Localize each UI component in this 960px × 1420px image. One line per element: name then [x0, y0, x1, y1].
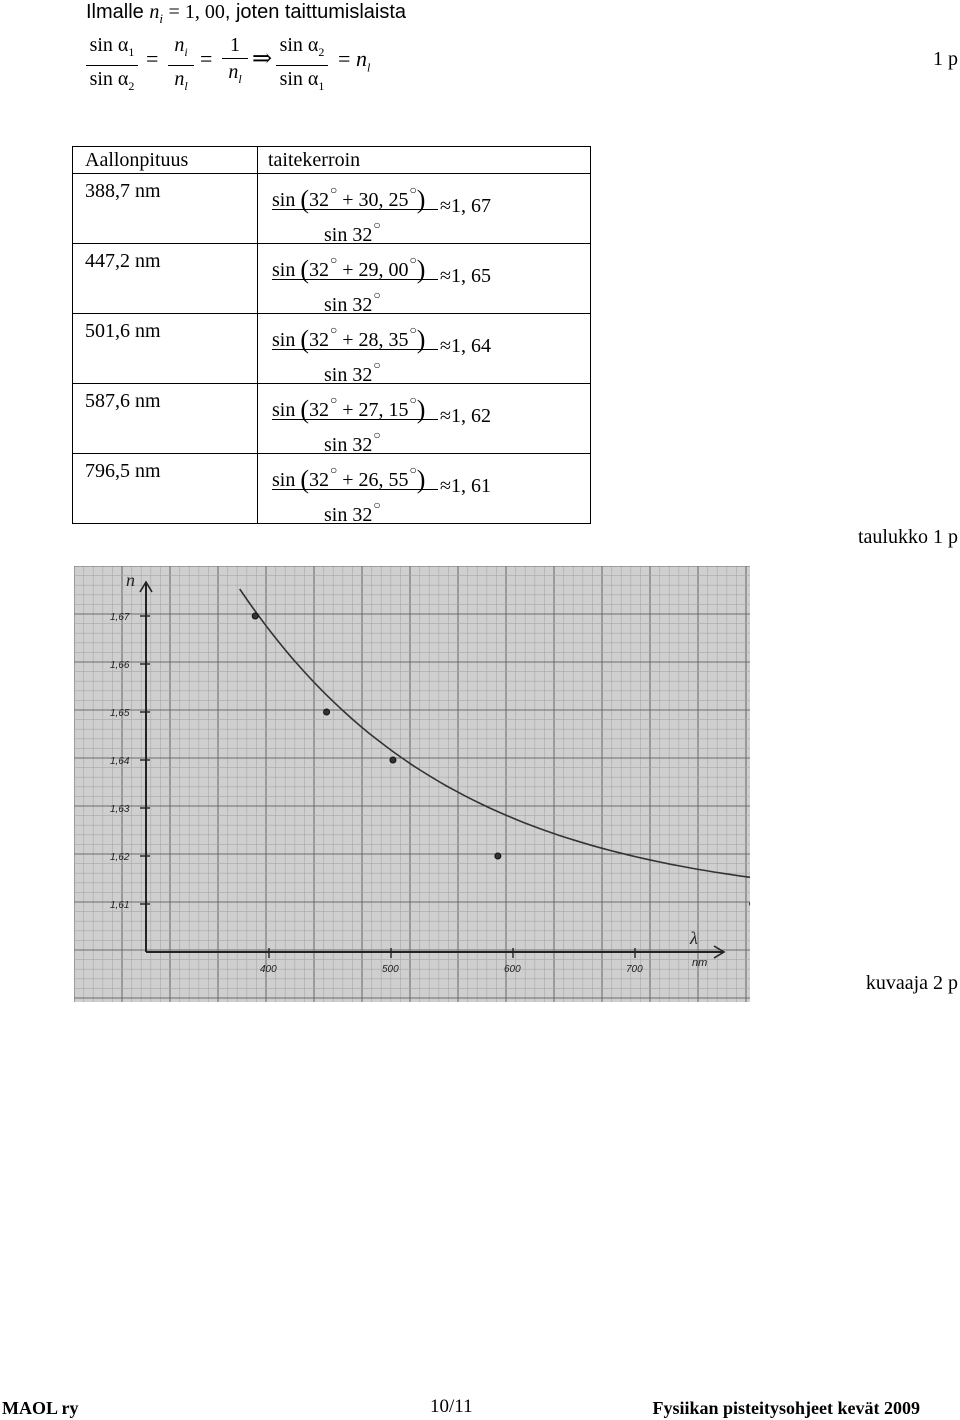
wavelength-cell: 587,6 nm	[85, 390, 161, 412]
y-tick-label: 1,61	[110, 900, 130, 911]
numerator: sin (32○ + 26, 55○)	[272, 463, 426, 494]
computation-cell	[258, 244, 590, 316]
n-value: 1, 64	[450, 335, 491, 357]
graph-paper	[74, 566, 750, 1002]
intro-equals-value: = 1, 00	[168, 1, 225, 23]
n-value: 1, 61	[450, 475, 491, 497]
approx-sign: ≈	[440, 475, 451, 497]
lhs-den: sin α	[89, 68, 129, 90]
numerator: sin (32○ + 28, 35○)	[272, 323, 426, 354]
one-den-sub: l	[238, 72, 242, 86]
formula-points: 1 p	[933, 48, 958, 70]
rhs-den: sin α	[279, 68, 319, 90]
approx-result	[440, 401, 491, 431]
denominator: sin 32○	[324, 428, 381, 456]
computation-cell	[258, 454, 590, 526]
rhs-den-sub: 1	[318, 79, 325, 93]
table-row	[73, 314, 591, 384]
angle: 32	[309, 469, 330, 491]
result-symbol: n	[356, 46, 367, 71]
table-row	[73, 454, 591, 524]
x-tick-label: 400	[260, 964, 277, 975]
approx-sign: ≈	[440, 335, 451, 357]
added-angle: 29, 00	[358, 259, 409, 281]
approx-sign: ≈	[440, 405, 451, 427]
footer-right: Fysiikan pisteitysohjeet kevät 2009	[652, 1398, 920, 1418]
intro-suffix: , joten taittumislaista	[224, 1, 407, 23]
denominator: sin 32○	[324, 218, 381, 246]
added-angle: 26, 55	[358, 469, 409, 491]
wavelength-cell: 447,2 nm	[85, 250, 161, 272]
data-point	[495, 853, 501, 859]
snell-formula	[86, 30, 446, 94]
n-value: 1, 65	[450, 265, 491, 287]
equals-sign-2: =	[200, 46, 213, 71]
table-row	[73, 174, 591, 244]
denominator: sin 32○	[324, 288, 381, 316]
plus: +	[342, 189, 354, 211]
table-header-row	[73, 147, 591, 174]
y-tick-label: 1,67	[110, 612, 130, 623]
mid-num: n	[174, 34, 185, 56]
rhs-num-sub: 2	[318, 45, 325, 59]
wavelength-cell: 388,7 nm	[85, 180, 161, 202]
numerator: sin (32○ + 29, 00○)	[272, 253, 426, 284]
num-prefix: sin	[272, 259, 296, 281]
num-prefix: sin	[272, 469, 296, 491]
lhs-num-sub: 1	[128, 45, 135, 59]
den-text: sin 32	[324, 294, 373, 316]
angle: 32	[309, 399, 330, 421]
angle: 32	[309, 329, 330, 351]
result-sub: l	[367, 60, 371, 75]
mid-num-sub: i	[184, 45, 188, 59]
plus: +	[342, 259, 354, 281]
header-refractive-index: taitekerroin	[258, 147, 591, 174]
refractive-index-graph	[74, 566, 750, 1002]
data-point	[324, 709, 330, 715]
added-angle: 30, 25	[358, 189, 409, 211]
intro-n-sub: i	[159, 11, 163, 26]
y-tick-label: 1,64	[110, 756, 130, 767]
plus: +	[342, 399, 354, 421]
denominator: sin 32○	[324, 358, 381, 386]
x-axis-unit: nm	[692, 957, 708, 969]
fraction-sin-ratio	[86, 32, 138, 99]
numerator: sin (32○ + 30, 25○)	[272, 183, 426, 214]
added-angle: 28, 35	[358, 329, 409, 351]
approx-result	[440, 261, 491, 291]
y-tick-label: 1,66	[110, 660, 130, 671]
numerator: sin (32○ + 27, 15○)	[272, 393, 426, 424]
one-den: n	[228, 61, 239, 83]
refractive-index-table	[72, 146, 591, 524]
fraction-sin-ratio-inverse	[276, 32, 328, 99]
approx-result	[440, 331, 491, 361]
lhs-den-sub: 2	[128, 79, 135, 93]
approx-result	[440, 191, 491, 221]
intro-n-symbol: n	[149, 1, 160, 23]
computation-cell	[258, 314, 590, 386]
table-row	[73, 244, 591, 314]
x-tick-label: 700	[626, 964, 643, 975]
wavelength-cell: 501,6 nm	[85, 320, 161, 342]
n-value: 1, 67	[450, 195, 491, 217]
x-tick-label: 500	[382, 964, 399, 975]
added-angle: 27, 15	[358, 399, 409, 421]
fraction-n-ratio	[168, 32, 194, 99]
angle: 32	[309, 189, 330, 211]
y-tick-label: 1,62	[110, 852, 130, 863]
den-text: sin 32	[324, 224, 373, 246]
intro-prefix: Ilmalle	[86, 1, 144, 23]
intro-line	[86, 0, 406, 31]
equals-sign-3: =	[338, 46, 351, 71]
data-point	[390, 757, 396, 763]
plus: +	[342, 469, 354, 491]
num-prefix: sin	[272, 329, 296, 351]
plus: +	[342, 329, 354, 351]
equals-sign-1: =	[146, 46, 159, 71]
den-text: sin 32	[324, 504, 373, 526]
mid-den: n	[174, 68, 185, 90]
computation-cell	[258, 384, 590, 456]
data-point	[252, 613, 258, 619]
footer-left: MAOL ry	[2, 1398, 79, 1418]
approx-sign: ≈	[440, 195, 451, 217]
angle: 32	[309, 259, 330, 281]
den-text: sin 32	[324, 434, 373, 456]
x-tick-label: 600	[504, 964, 521, 975]
y-tick-label: 1,65	[110, 708, 130, 719]
rhs-num: sin α	[279, 34, 319, 56]
n-value: 1, 62	[450, 405, 491, 427]
x-axis-label: λ	[690, 928, 698, 948]
fraction-one-over-n	[222, 32, 248, 92]
one-num: 1	[230, 34, 240, 56]
table-points: taulukko 1 p	[858, 526, 958, 548]
header-wavelength: Aallonpituus	[73, 147, 258, 174]
den-text: sin 32	[324, 364, 373, 386]
graph-points: kuvaaja 2 p	[865, 972, 958, 994]
result-n	[356, 46, 370, 75]
approx-sign: ≈	[440, 265, 451, 287]
lhs-num: sin α	[89, 34, 129, 56]
footer-page-number: 10/11	[430, 1396, 473, 1417]
implies-arrow: ⇒	[252, 46, 273, 72]
computation-cell	[258, 174, 590, 246]
table-row	[73, 384, 591, 454]
y-tick-label: 1,63	[110, 804, 130, 815]
num-prefix: sin	[272, 399, 296, 421]
denominator: sin 32○	[324, 498, 381, 526]
num-prefix: sin	[272, 189, 296, 211]
y-axis-label: n	[126, 570, 135, 590]
approx-result	[440, 471, 491, 501]
mid-den-sub: l	[184, 79, 188, 93]
wavelength-cell: 796,5 nm	[85, 460, 161, 482]
